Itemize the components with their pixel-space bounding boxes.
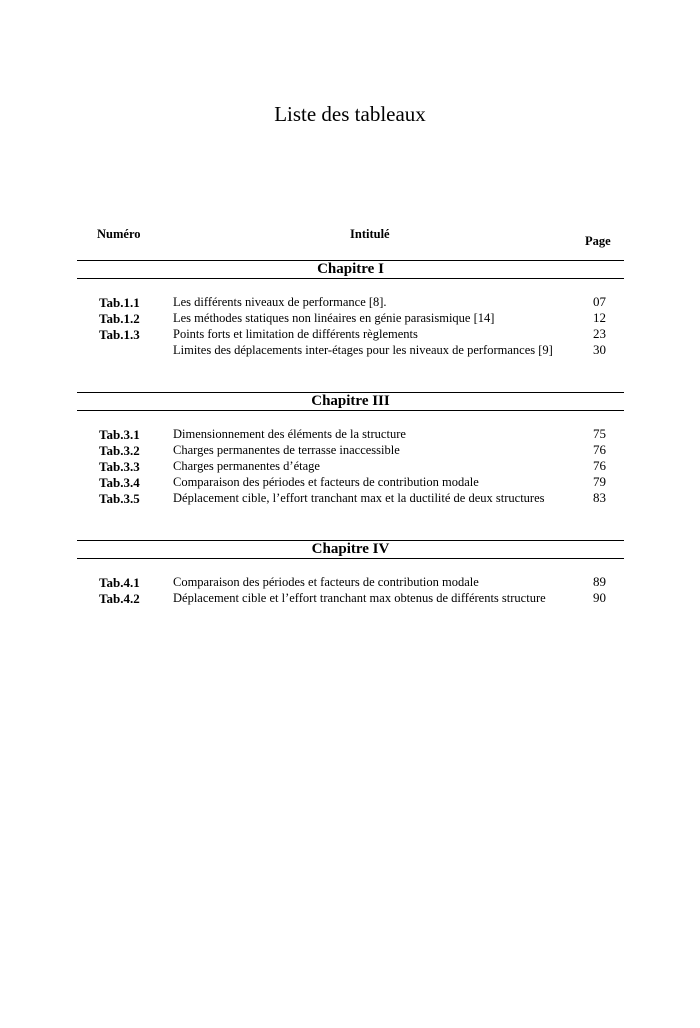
table-title: Points forts et limitation de différents règlements	[173, 327, 418, 341]
table-number: Tab.3.3	[99, 459, 140, 474]
chapter-heading: Chapitre III	[77, 392, 624, 411]
table-number: Tab.4.1	[99, 575, 140, 590]
table-title: Limites des déplacements inter-étages pour les niveaux de performances [9]	[173, 343, 553, 357]
table-number: Tab.3.4	[99, 475, 140, 490]
table-number: Tab.3.1	[99, 427, 140, 442]
table-title: Déplacement cible et l’effort tranchant max obtenus de différents structure	[173, 591, 546, 605]
chapter-heading: Chapitre IV	[77, 540, 624, 559]
page-number: 79	[593, 474, 606, 489]
table-row	[77, 326, 624, 342]
chapter-section-3	[77, 392, 624, 506]
page-number: 30	[593, 342, 606, 357]
table-list	[77, 294, 624, 358]
page-number: 75	[593, 426, 606, 441]
page-number: 76	[593, 442, 606, 457]
table-number: Tab.1.1	[99, 295, 140, 310]
table-title: Dimensionnement des éléments de la structure	[173, 427, 406, 441]
chapter-heading: Chapitre I	[77, 260, 624, 279]
table-row	[77, 474, 624, 490]
page-number: 76	[593, 458, 606, 473]
table-list	[77, 574, 624, 606]
table-title: Les méthodes statiques non linéaires en génie parasismique [14]	[173, 311, 495, 325]
table-row	[77, 294, 624, 310]
chapter-section-1	[77, 260, 624, 358]
page-number: 23	[593, 326, 606, 341]
page-number: 07	[593, 294, 606, 309]
column-header-numero: Numéro	[97, 227, 141, 241]
table-number: Tab.1.2	[99, 311, 140, 326]
page-title: Liste des tableaux	[274, 102, 426, 126]
table-title: Charges permanentes de terrasse inaccessible	[173, 443, 400, 457]
table-number: Tab.4.2	[99, 591, 140, 606]
table-title: Déplacement cible, l’effort tranchant max et la ductilité de deux structures	[173, 491, 545, 505]
table-row	[77, 574, 624, 590]
column-header-page: Page	[585, 234, 611, 248]
table-title: Comparaison des périodes et facteurs de contribution modale	[173, 475, 479, 489]
table-row	[77, 342, 624, 358]
table-row	[77, 458, 624, 474]
table-list	[77, 426, 624, 506]
table-row	[77, 426, 624, 442]
table-number: Tab.3.2	[99, 443, 140, 458]
page-number: 83	[593, 490, 606, 505]
table-number: Tab.1.3	[99, 327, 140, 342]
page-number: 12	[593, 310, 606, 325]
chapter-section-4	[77, 540, 624, 606]
table-row	[77, 310, 624, 326]
table-title: Les différents niveaux de performance [8].	[173, 295, 387, 309]
column-header-intitule: Intitulé	[350, 227, 390, 241]
table-row	[77, 490, 624, 506]
page-number: 90	[593, 590, 606, 605]
table-title: Comparaison des périodes et facteurs de contribution modale	[173, 575, 479, 589]
table-row	[77, 590, 624, 606]
table-row	[77, 442, 624, 458]
page-number: 89	[593, 574, 606, 589]
table-number: Tab.3.5	[99, 491, 140, 506]
table-title: Charges permanentes d’étage	[173, 459, 320, 473]
